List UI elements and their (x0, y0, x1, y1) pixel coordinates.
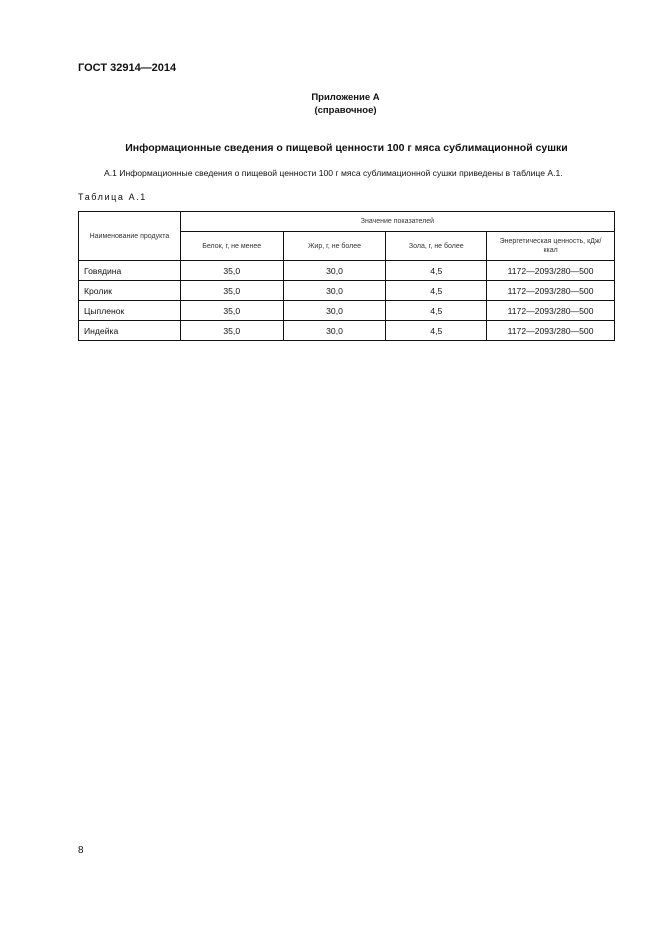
section-paragraph: А.1 Информационные сведения о пищевой ценности 100 г мяса сублимационной сушки приведены в таблице А.1. (104, 168, 563, 178)
table-caption: Таблица А.1 (78, 192, 147, 202)
product-name: Кролик (79, 281, 181, 301)
protein-value: 35,0 (180, 301, 283, 321)
energy-value: 1172—2093/280—500 (487, 261, 615, 281)
fat-value: 30,0 (283, 301, 386, 321)
table-row (79, 281, 615, 301)
ash-value: 4,5 (386, 321, 487, 341)
product-name: Говядина (79, 261, 181, 281)
appendix-heading (0, 91, 661, 117)
product-name: Индейка (79, 321, 181, 341)
protein-value: 35,0 (180, 281, 283, 301)
energy-value: 1172—2093/280—500 (487, 301, 615, 321)
energy-value: 1172—2093/280—500 (487, 321, 615, 341)
nutrition-table (78, 211, 615, 341)
table-row (79, 301, 615, 321)
section-title: Информационные сведения о пищевой ценности 100 г мяса сублимационной сушки (125, 142, 568, 154)
column-header-protein: Белок, г, не менее (180, 232, 283, 261)
table-row (79, 261, 615, 281)
energy-value: 1172—2093/280—500 (487, 281, 615, 301)
standard-code: ГОСТ 32914—2014 (78, 62, 177, 74)
fat-value: 30,0 (283, 321, 386, 341)
fat-value: 30,0 (283, 261, 386, 281)
fat-value: 30,0 (283, 281, 386, 301)
column-header-ash: Зола, г, не более (386, 232, 487, 261)
ash-value: 4,5 (386, 281, 487, 301)
product-name: Цыпленок (79, 301, 181, 321)
protein-value: 35,0 (180, 321, 283, 341)
appendix-title: Приложение А (311, 92, 380, 103)
column-header-fat: Жир, г, не более (283, 232, 386, 261)
table-header-row (79, 212, 615, 232)
table-row (79, 321, 615, 341)
ash-value: 4,5 (386, 261, 487, 281)
page-number: 8 (78, 845, 84, 856)
column-header-product: Наименование продукта (79, 212, 181, 261)
appendix-subtitle: (справочное) (314, 105, 377, 116)
ash-value: 4,5 (386, 301, 487, 321)
column-group-header: Значение показателей (180, 212, 614, 232)
protein-value: 35,0 (180, 261, 283, 281)
column-header-energy: Энергетическая ценность, кДж/ккал (487, 232, 615, 261)
